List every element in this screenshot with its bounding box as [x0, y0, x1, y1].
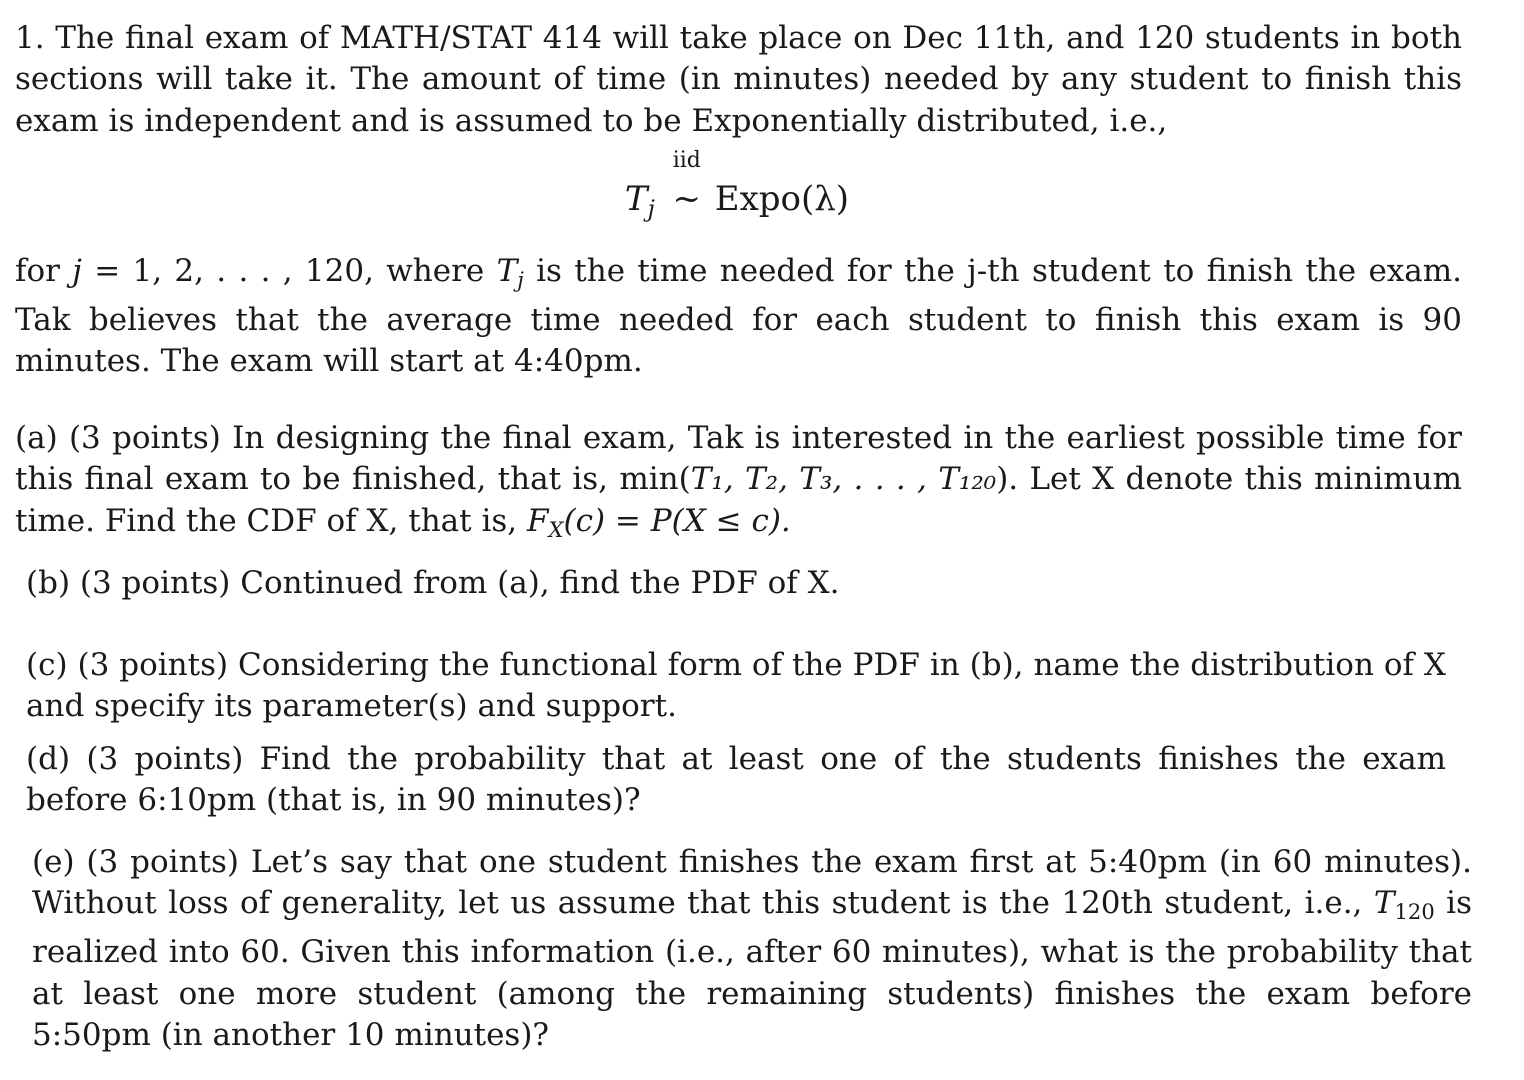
part-c-text: (c) (3 points) Considering the functional form of the PDF in (b), name the distribution of X and specify its parameter(s) and support.	[26, 647, 1446, 725]
t120-variable: T	[1373, 885, 1395, 922]
time-variable: T	[496, 253, 518, 289]
problem-intro-paragraph	[15, 18, 1462, 142]
distribution-formula	[0, 148, 1474, 234]
min-arguments: T₁, T₂, T₃, . . . , T₁₂₀	[690, 461, 997, 498]
iid-relation	[665, 148, 709, 224]
problem-context-paragraph	[15, 251, 1462, 383]
cdf-f: F	[526, 502, 549, 539]
part-e-text-1: (e) (3 points) Let’s say that one student finishes the exam first at 5:40pm (in 60 minutes). Without loss of generality, let us assume that this student is the 120th student, i.e.,	[32, 844, 1472, 922]
part-e	[32, 842, 1472, 1056]
part-e-text-2: is realized into 60. Given this information (i.e., after 60 minutes), what is the probability that at least one more student (among the remaining students) finishes the exam before 5:50pm (in another 10 minutes)?	[32, 885, 1472, 1054]
cdf-subscript: X	[548, 516, 564, 542]
part-c	[26, 645, 1446, 728]
part-a-text-2: ). Let X denote this minimum time. Find the CDF of X, that is,	[15, 461, 1462, 539]
tilde-symbol: ~	[672, 179, 702, 219]
iid-label: iid	[672, 148, 701, 173]
time-variable-subscript: j	[517, 266, 524, 292]
context-prefix: for	[15, 253, 73, 289]
problem-intro-text: 1. The final exam of MATH/STAT 414 will take place on Dec 11th, and 120 students in both sections will take it. The amount of time (in minutes) needed by any student to finish this exam is independent and is assumed to be Exponentially distributed, i.e.,	[15, 20, 1462, 139]
t120-subscript: 120	[1394, 899, 1435, 925]
formula-lhs: T	[624, 179, 648, 219]
part-a-text-1: (a) (3 points) In designing the final exam, Tak is interested in the earliest possible time for this final exam to be finished, that is, min(	[15, 420, 1462, 498]
index-j: j	[72, 253, 82, 289]
part-d	[26, 739, 1446, 822]
part-b-text: (b) (3 points) Continued from (a), find the PDF of X.	[26, 565, 840, 601]
context-suffix: is the time needed for the j-th student to finish the exam. Tak believes that the average time needed for each student to finish this exam is 90 minutes. The exam will start at 4:40pm.	[15, 253, 1463, 380]
part-d-text: (d) (3 points) Find the probability that at least one of the students finishes the exam before 6:10pm (that is, in 90 minutes)?	[26, 741, 1446, 819]
part-b	[26, 563, 1446, 604]
part-a	[15, 418, 1462, 550]
index-range: = 1, 2, . . . , 120, where	[81, 253, 497, 289]
formula-lhs-subscript: j	[647, 196, 655, 223]
cdf-rest: (c) = P(X ≤ c).	[563, 502, 791, 539]
formula-rhs: Expo(λ)	[714, 179, 850, 219]
